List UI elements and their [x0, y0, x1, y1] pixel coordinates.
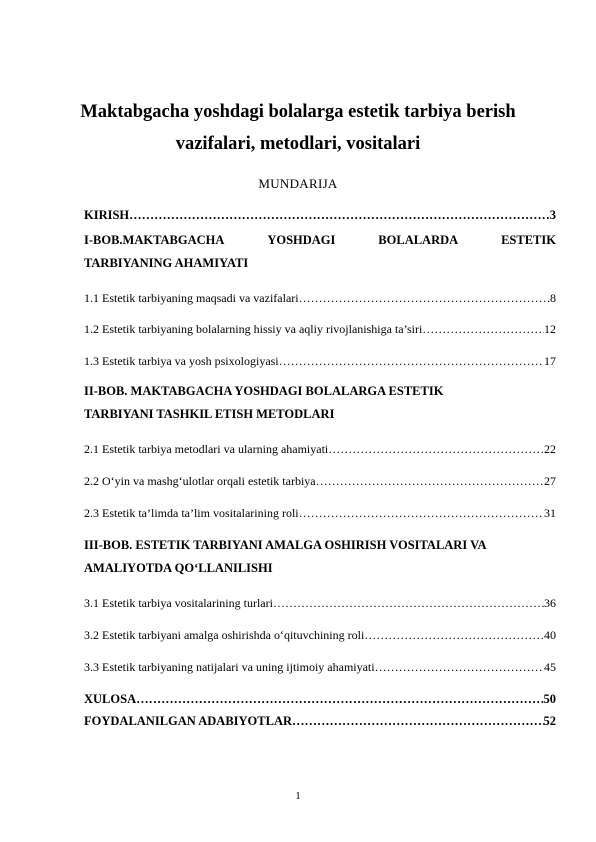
title-line-1: Maktabgacha yoshdagi bolalarga estetik tarbiya berish	[80, 102, 516, 122]
contents-heading: MUNDARIJA	[258, 176, 338, 191]
toc-page-number: 31	[544, 506, 556, 520]
toc-page-number: 52	[543, 714, 556, 728]
toc-entry-label: FOYDALANILGAN ADABIYOTLAR	[84, 714, 293, 728]
title-line-2: vazifalari, metodlari, vositalari	[175, 134, 421, 154]
chapter-1-word: I-BOB.MAKTABGACHA	[84, 233, 225, 247]
toc-leader	[292, 713, 543, 729]
toc-leader	[279, 353, 544, 369]
toc-chapter-1[interactable]	[84, 229, 556, 275]
chapter-3-line-1: III-BOB. ESTETIK TARBIYANI AMALGA OSHIRISH VOSITALARI VA	[84, 538, 487, 552]
toc-entry-label: 1.1 Estetik tarbiyaning maqsadi va vazifalari	[84, 291, 299, 305]
toc-entry-3-2[interactable]	[84, 627, 556, 643]
toc-page-number: 27	[544, 474, 556, 488]
toc-entry-references[interactable]	[84, 713, 556, 729]
toc-leader	[328, 441, 544, 457]
toc-entry-label: KIRISH	[84, 208, 130, 222]
toc-entry-conclusion[interactable]	[84, 691, 556, 707]
chapter-1-word: YOSHDAGI	[267, 233, 336, 247]
toc-leader	[364, 627, 544, 643]
chapter-2-line-1: II-BOB. MAKTABGACHA YOSHDAGI BOLALARGA ESTETIK	[84, 384, 444, 398]
toc-entry-label: 1.3 Estetik tarbiya va yosh psixologiyasi	[84, 354, 279, 368]
toc-page-number: 45	[544, 660, 556, 674]
chapter-1-word: ESTETIK	[501, 233, 556, 247]
toc-entry-1-1[interactable]	[84, 290, 556, 306]
toc-leader	[299, 290, 550, 306]
toc-page-number: 3	[549, 208, 556, 222]
toc-entry-label: 3.2 Estetik tarbiyani amalga oshirishda o‘qituvchining roli	[84, 628, 365, 642]
toc-leader	[129, 207, 550, 223]
chapter-1-line-2: TARBIYANING AHAMIYATI	[84, 256, 249, 270]
toc-page-number: 12	[544, 322, 556, 336]
toc-entry-label: 1.2 Estetik tarbiyaning bolalarning hissiy va aqliy rivojlanishiga ta’siri	[84, 322, 423, 336]
toc-entry-1-2[interactable]	[84, 321, 556, 337]
toc-entry-label: 3.1 Estetik tarbiya vositalarining turlari	[84, 596, 273, 610]
toc-leader	[422, 321, 544, 337]
toc-leader	[299, 505, 544, 521]
toc-page-number: 17	[544, 354, 556, 368]
toc-entry-label: 3.3 Estetik tarbiyaning natijalari va uning ijtimoiy ahamiyati	[84, 660, 375, 674]
page-number: 1	[295, 790, 301, 802]
toc-entry-2-3[interactable]	[84, 505, 556, 521]
toc-entry-3-1[interactable]	[84, 595, 556, 611]
document-title	[80, 96, 516, 160]
toc-entry-label: 2.1 Estetik tarbiya metodlari va ularning ahamiyati	[84, 442, 329, 456]
chapter-3-line-2: AMALIYOTDA QO‘LLANILISHI	[84, 561, 273, 575]
toc-page-number: 50	[543, 692, 556, 706]
chapter-1-word: BOLALARDA	[378, 233, 459, 247]
toc-leader	[273, 595, 544, 611]
toc-entry-2-2[interactable]	[84, 473, 556, 489]
toc-entry-3-3[interactable]	[84, 659, 556, 675]
chapter-1-line-1	[84, 229, 556, 252]
toc-page-number: 8	[550, 291, 556, 305]
toc-entry-label: 2.2 O‘yin va mashg‘ulotlar orqali estetik tarbiya	[84, 474, 316, 488]
toc-page-number: 40	[544, 628, 556, 642]
toc-page-number: 22	[544, 442, 556, 456]
toc-entry-label: 2.3 Estetik ta’limda ta’lim vositalarining roli	[84, 506, 299, 520]
toc-entry-label: XULOSA	[84, 692, 137, 706]
toc-entry-2-1[interactable]	[84, 441, 556, 457]
chapter-2-line-2: TARBIYANI TASHKIL ETISH METODLARI	[84, 407, 335, 421]
toc-leader	[375, 659, 544, 675]
toc-leader	[136, 691, 543, 707]
toc-chapter-3[interactable]	[84, 534, 556, 580]
toc-chapter-2[interactable]	[84, 380, 556, 426]
toc-leader	[316, 473, 544, 489]
toc-entry-1-3[interactable]	[84, 353, 556, 369]
toc-entry-intro[interactable]	[84, 207, 556, 223]
toc-page-number: 36	[544, 596, 556, 610]
